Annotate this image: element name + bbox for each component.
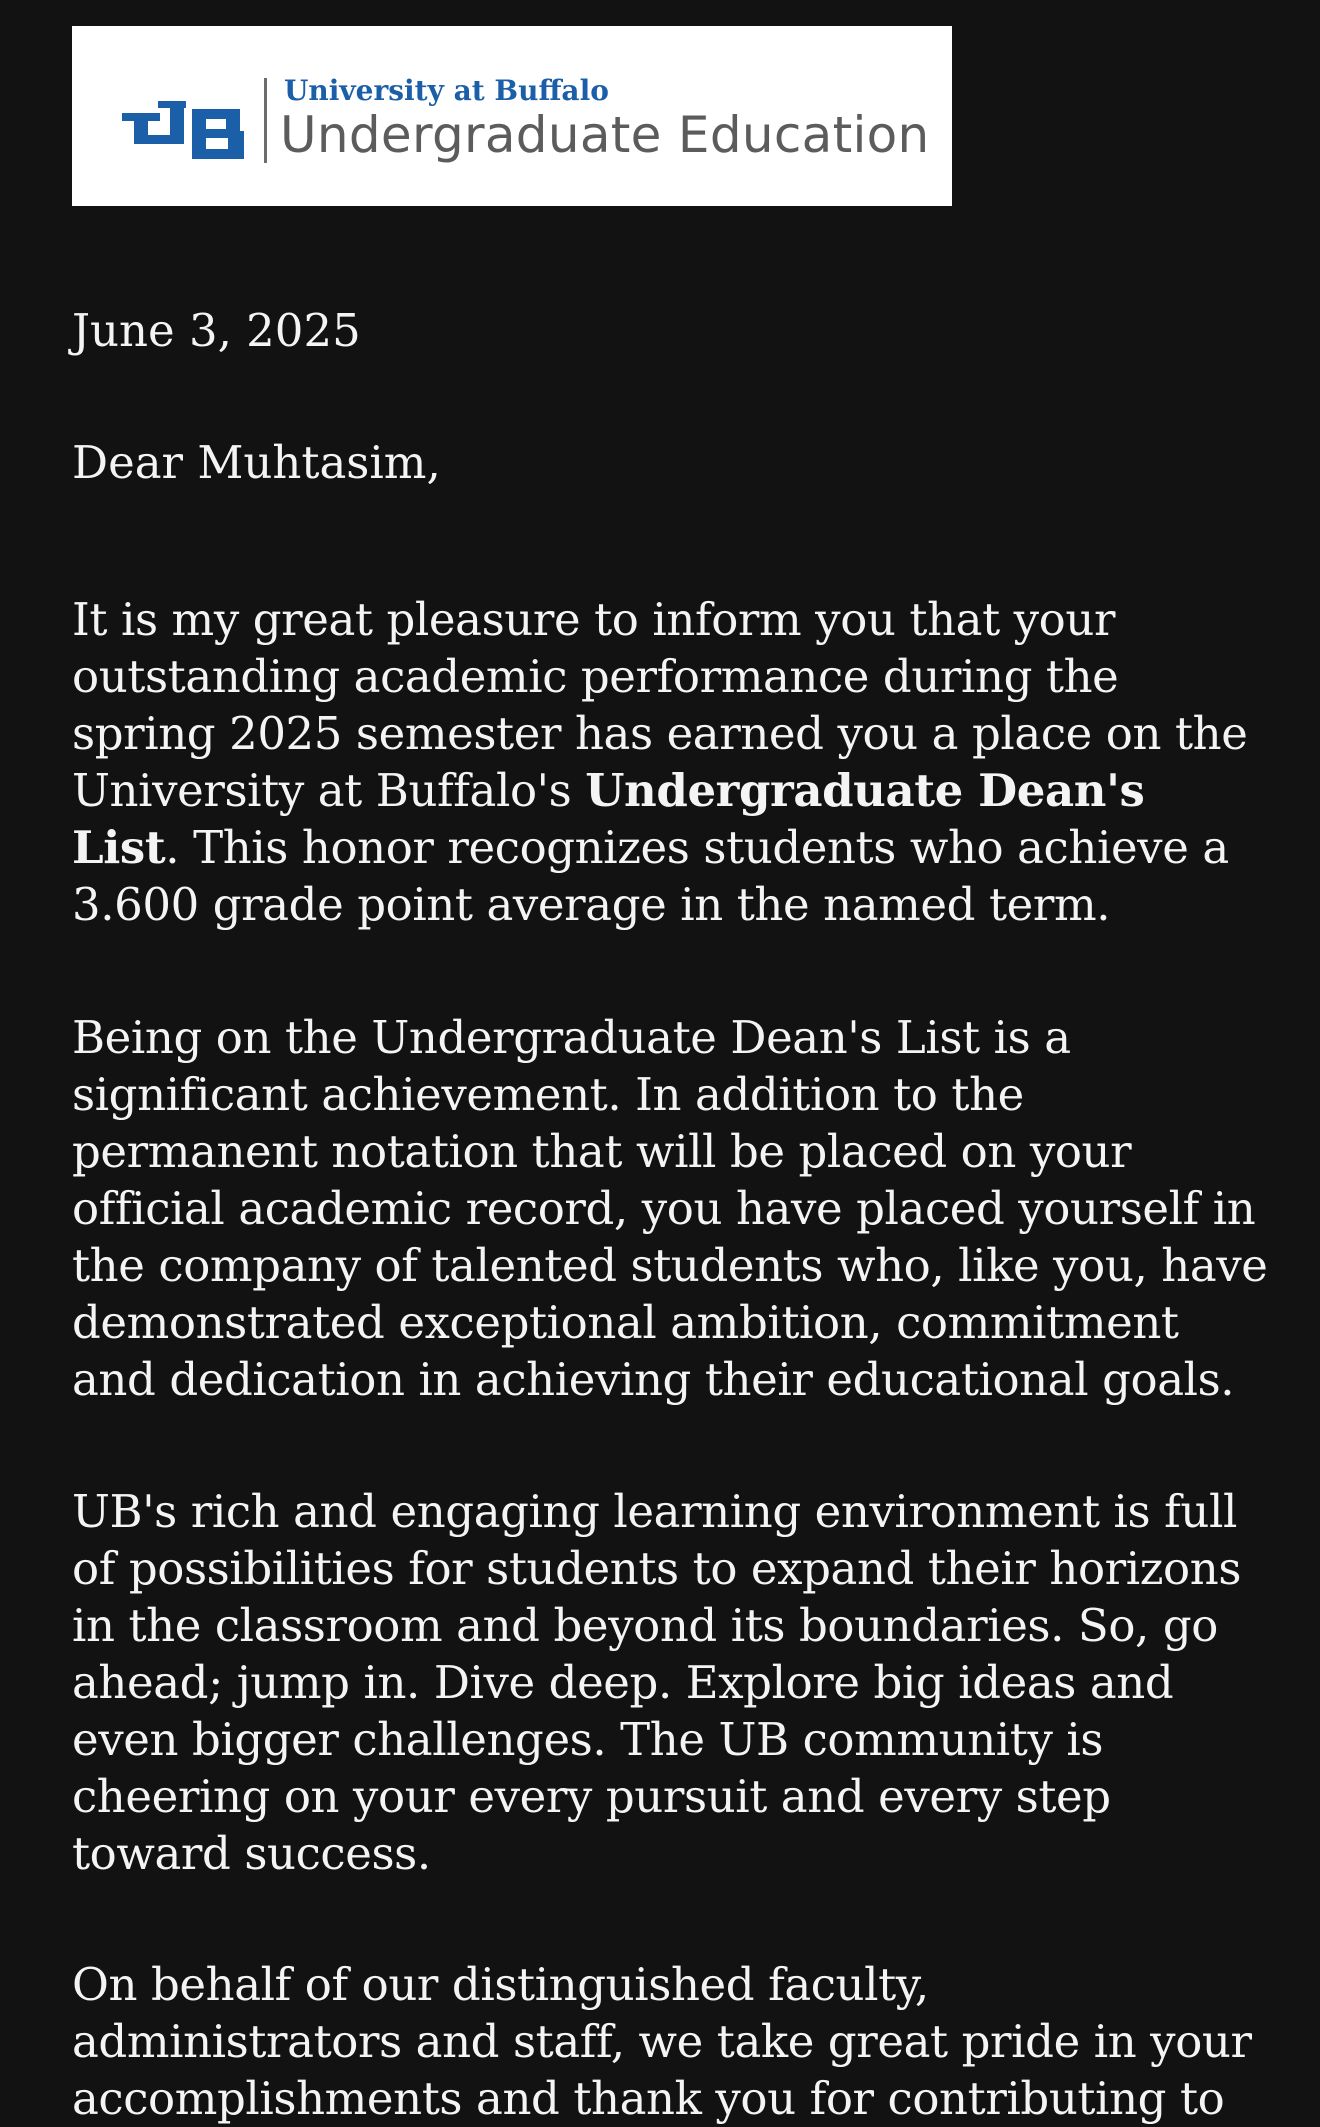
letter-date: June 3, 2025 — [72, 304, 361, 357]
paragraph-line: permanent notation that will be placed on your — [72, 1125, 1132, 1178]
paragraph-line: administrators and staff, we take great pride in your — [72, 2015, 1252, 2068]
paragraph-line: demonstrated exceptional ambition, commitment — [72, 1296, 1179, 1349]
paragraph-line: It is my great pleasure to inform you that your — [72, 593, 1116, 646]
paragraph-line: cheering on your every pursuit and every step — [72, 1770, 1111, 1823]
paragraph-line: in the classroom and beyond its boundaries. So, go — [72, 1599, 1218, 1652]
paragraph-line: official academic record, you have placed yourself in — [72, 1182, 1256, 1235]
ub-logo-icon — [122, 99, 272, 169]
deans-list-emphasis: List — [72, 821, 166, 874]
paragraph-line: 3.600 grade point average in the named term. — [72, 878, 1111, 931]
paragraph-line: spring 2025 semester has earned you a place on the — [72, 707, 1248, 760]
paragraph-line: toward success. — [72, 1827, 431, 1880]
letter-paragraph-3 — [72, 1483, 1272, 1882]
banner-university-name: University at Buffalo — [284, 74, 609, 107]
letter-paragraph-1 — [72, 591, 1272, 933]
deans-list-emphasis: Undergraduate Dean's — [585, 764, 1145, 817]
paragraph-line: even bigger challenges. The UB community is — [72, 1713, 1104, 1766]
email-body — [72, 26, 1272, 2125]
paragraph-line: accomplishments and thank you for contributing to — [72, 2072, 1225, 2125]
paragraph-text: . This honor recognizes students who achieve a — [165, 821, 1229, 874]
header-banner — [72, 26, 952, 206]
paragraph-line: of possibilities for students to expand their horizons — [72, 1542, 1242, 1595]
paragraph-line: the company of talented students who, like you, have — [72, 1239, 1268, 1292]
paragraph-line: UB's rich and engaging learning environment is full — [72, 1485, 1237, 1538]
paragraph-line: outstanding academic performance during the — [72, 650, 1119, 703]
banner-unit-name: Undergraduate Education — [280, 106, 930, 164]
paragraph-text: University at Buffalo's — [72, 764, 586, 817]
letter-paragraph-4 — [72, 1956, 1272, 2127]
letter-greeting: Dear Muhtasim, — [72, 436, 441, 489]
paragraph-line: significant achievement. In addition to the — [72, 1068, 1024, 1121]
paragraph-line: On behalf of our distinguished faculty, — [72, 1958, 929, 2011]
paragraph-line: ahead; jump in. Dive deep. Explore big ideas and — [72, 1656, 1174, 1709]
banner-divider — [264, 78, 267, 163]
paragraph-line — [72, 819, 1272, 876]
letter-paragraph-2 — [72, 1009, 1272, 1408]
paragraph-line: and dedication in achieving their educational goals. — [72, 1353, 1235, 1406]
paragraph-line — [72, 762, 1272, 819]
paragraph-line: Being on the Undergraduate Dean's List is a — [72, 1011, 1071, 1064]
